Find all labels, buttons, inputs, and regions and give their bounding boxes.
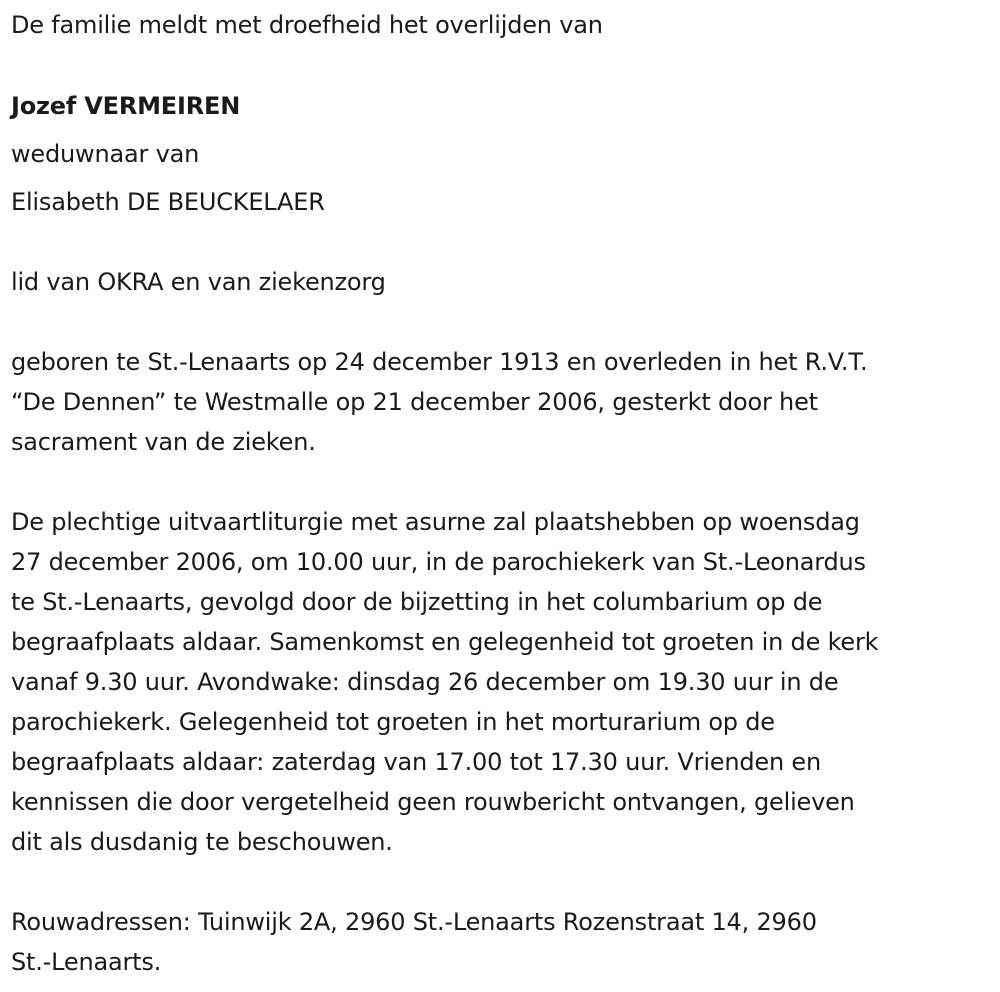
funeral-line: parochiekerk. Gelegenheid tot groeten in het morturarium op de <box>11 708 775 736</box>
funeral-line: begraafplaats aldaar: zaterdag van 17.00 tot 17.30 uur. Vrienden en <box>11 748 821 776</box>
funeral-line: De plechtige uitvaartliturgie met asurne zal plaatshebben op woensdag <box>11 508 860 536</box>
funeral-line: vanaf 9.30 uur. Avondwake: dinsdag 26 december om 19.30 uur in de <box>11 668 839 696</box>
relation-text: weduwnaar van <box>11 140 200 168</box>
deceased-name: Jozef VERMEIREN <box>11 92 241 120</box>
birth-death-paragraph <box>11 342 996 462</box>
address-line: St.-Lenaarts. <box>11 948 162 976</box>
birth-death-line: sacrament van de zieken. <box>11 428 316 456</box>
membership-text: lid van OKRA en van ziekenzorg <box>11 268 386 296</box>
funeral-line: begraafplaats aldaar. Samenkomst en gelegenheid tot groeten in de kerk <box>11 628 879 656</box>
address-line: Rouwadressen: Tuinwijk 2A, 2960 St.-Lenaarts Rozenstraat 14, 2960 <box>11 908 817 936</box>
funeral-paragraph <box>11 502 996 862</box>
addresses-paragraph <box>11 902 996 982</box>
funeral-line: kennissen die door vergetelheid geen rouwbericht ontvangen, gelieven <box>11 788 855 816</box>
intro-text: De familie meldt met droefheid het overlijden van <box>11 11 603 39</box>
funeral-line: te St.-Lenaarts, gevolgd door de bijzetting in het columbarium op de <box>11 588 823 616</box>
spouse-name: Elisabeth DE BEUCKELAER <box>11 188 325 216</box>
birth-death-line: “De Dennen” te Westmalle op 21 december 2006, gesterkt door het <box>11 388 818 416</box>
funeral-line: 27 december 2006, om 10.00 uur, in de parochiekerk van St.-Leonardus <box>11 548 866 576</box>
birth-death-line: geboren te St.-Lenaarts op 24 december 1913 en overleden in het R.V.T. <box>11 348 868 376</box>
funeral-line: dit als dusdanig te beschouwen. <box>11 828 393 856</box>
